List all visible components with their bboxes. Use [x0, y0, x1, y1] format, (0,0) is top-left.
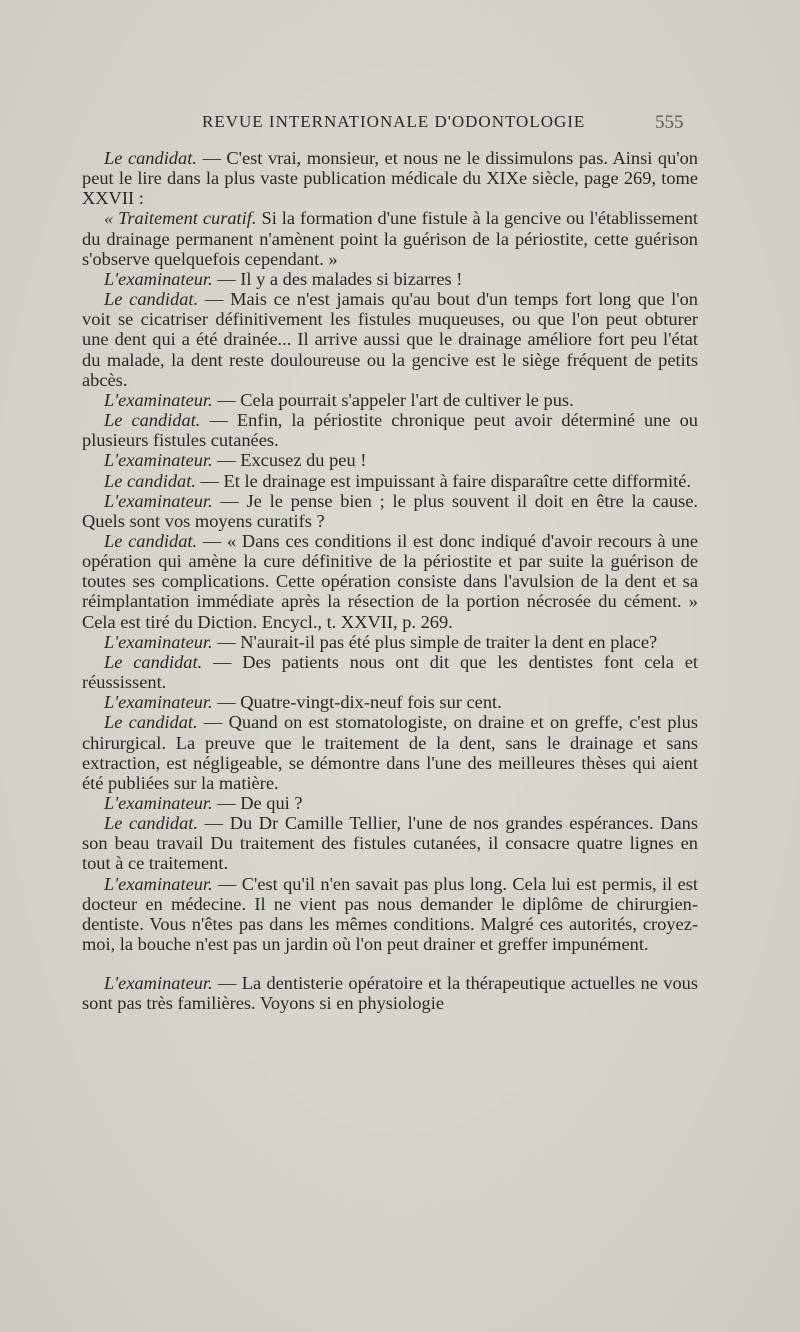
speaker-label: L'examinateur. [104, 873, 213, 894]
speaker-label: L'examinateur. [104, 793, 213, 813]
paragraph [82, 973, 698, 1013]
paragraph [82, 471, 698, 491]
speaker-label: Le candidat. [104, 410, 201, 431]
paragraph-text: — C'est vrai, monsieur, et nous ne le dissimulons pas. Ainsi qu'on peut le lire dans la plus vaste publication médicale du XIXe siècle, page 269, tome XXVII : [82, 148, 698, 209]
paragraph [82, 632, 698, 652]
speaker-label: L'examinateur. [104, 490, 213, 511]
paragraph [82, 813, 698, 873]
speaker-label: Le candidat. [104, 470, 196, 491]
paragraph-text: Si la formation d'une fistule à la gencive ou l'établissement du drainage permanent n'amènent point la guérison de la périostite, cette guérison s'observe quelquefois cependant. » [82, 208, 698, 269]
body-text [82, 148, 698, 1014]
speaker-label: Le candidat. [104, 530, 198, 551]
speaker-label: Le candidat. [104, 651, 203, 672]
speaker-label: L'examinateur. [104, 268, 213, 289]
speaker-label: L'examinateur. [104, 450, 213, 471]
paragraph [82, 208, 698, 268]
speaker-label: Le candidat. [104, 813, 198, 834]
paragraph-text: — C'est qu'il n'en savait pas plus long. Cela lui est permis, il est docteur en médecine. Il ne vient pas nous demander le diplôme de chirurgien-dentiste. Vous n'êtes pas dans les mêmes conditions. Malgré ces autorités, croyez-moi, la bouche n'est pas un jardin où l'on peut drainer et greffer impunément. [82, 873, 698, 955]
paragraph-text: — « Dans ces conditions il est donc indiqué d'avoir recours à une opération qui amène la cure définitive de la périostite et par suite la guérison de toutes ses complications. Cette opération consiste dans l'avulsion de la dent et sa réimplantation immédiate après la résection de la portion nécrosée du cément. » Cela est tiré du Diction. Encycl., t. XXVII, p. 269. [82, 530, 698, 632]
speaker-label: L'examinateur. [104, 389, 213, 410]
paragraph [82, 289, 698, 390]
paragraph [82, 712, 698, 793]
paragraph-text: — Excusez du peu ! [212, 450, 367, 471]
paragraph [82, 410, 698, 450]
paragraph [82, 390, 698, 410]
paragraph-text: — Quatre-vingt-dix-neuf fois sur cent. [212, 692, 502, 713]
paragraph [82, 450, 698, 470]
paragraph [82, 531, 698, 632]
paragraph [82, 269, 698, 289]
speaker-label: Le candidat. [104, 289, 199, 310]
paragraph [82, 491, 698, 531]
speaker-label: L'examinateur. [104, 631, 213, 652]
paragraph-text: — De qui ? [212, 793, 303, 813]
paragraph-text: — Je le pense bien ; le plus souvent il doit en être la cause. Quels sont vos moyens curatifs ? [82, 490, 698, 531]
paragraph-text: — Et le drainage est impuissant à faire disparaître cette difformité. [195, 470, 691, 491]
page-header [0, 112, 800, 136]
speaker-label: Le candidat. [104, 712, 198, 733]
paragraph [82, 652, 698, 692]
paragraph-text: — N'aurait-il pas été plus simple de traiter la dent en place? [212, 631, 658, 652]
speaker-label: L'examinateur. [104, 692, 213, 713]
speaker-label: Le candidat. [104, 148, 197, 168]
paragraph-text: — Des patients nous ont dit que les dentistes font cela et réussissent. [82, 651, 699, 693]
paragraph [82, 874, 698, 955]
paragraph-text: — Cela pourrait s'appeler l'art de cultiver le pus. [212, 389, 574, 410]
speaker-label: « Traitement curatif. [104, 208, 257, 229]
paragraph-text: — Quand on est stomatologiste, on draine et on greffe, c'est plus chirurgical. La preuve que le traitement de la dent, sans le drainage et sans extraction, est négligeable, se démontre dans l'une des meilleures thèses qui aient été publiées sur la matière. [82, 712, 698, 793]
paragraph-text: — Mais ce n'est jamais qu'au bout d'un temps fort long que l'on voit se cicatriser définitivement les fistules muqueuses, ou que l'on peut obturer une dent qui a été drainée... Il arrive aussi que le drainage améliore fort peu l'état du malade, la dent reste douloureuse ou la gencive est le siège fréquent de petits abcès. [82, 289, 698, 390]
paragraph [82, 692, 698, 712]
paragraph-text: — Du Dr Camille Tellier, l'une de nos grandes espérances. Dans son beau travail Du traitement des fistules cutanées, il consacre quatre lignes en tout à ce traitement. [82, 813, 698, 874]
paragraph [82, 793, 698, 813]
paragraph [82, 148, 698, 208]
paragraph-text: — La dentisterie opératoire et la thérapeutique actuelles ne vous sont pas très familières. Voyons si en physiologie [82, 973, 698, 1014]
page-number: 555 [655, 112, 684, 133]
paragraph-text: — Il y a des malades si bizarres ! [212, 268, 463, 289]
running-title: REVUE INTERNATIONALE D'ODONTOLOGIE [202, 112, 586, 131]
paragraph-text: — Enfin, la périostite chronique peut avoir déterminé une ou plusieurs fistules cutanées. [82, 410, 698, 451]
speaker-label: L'examinateur. [104, 973, 213, 994]
